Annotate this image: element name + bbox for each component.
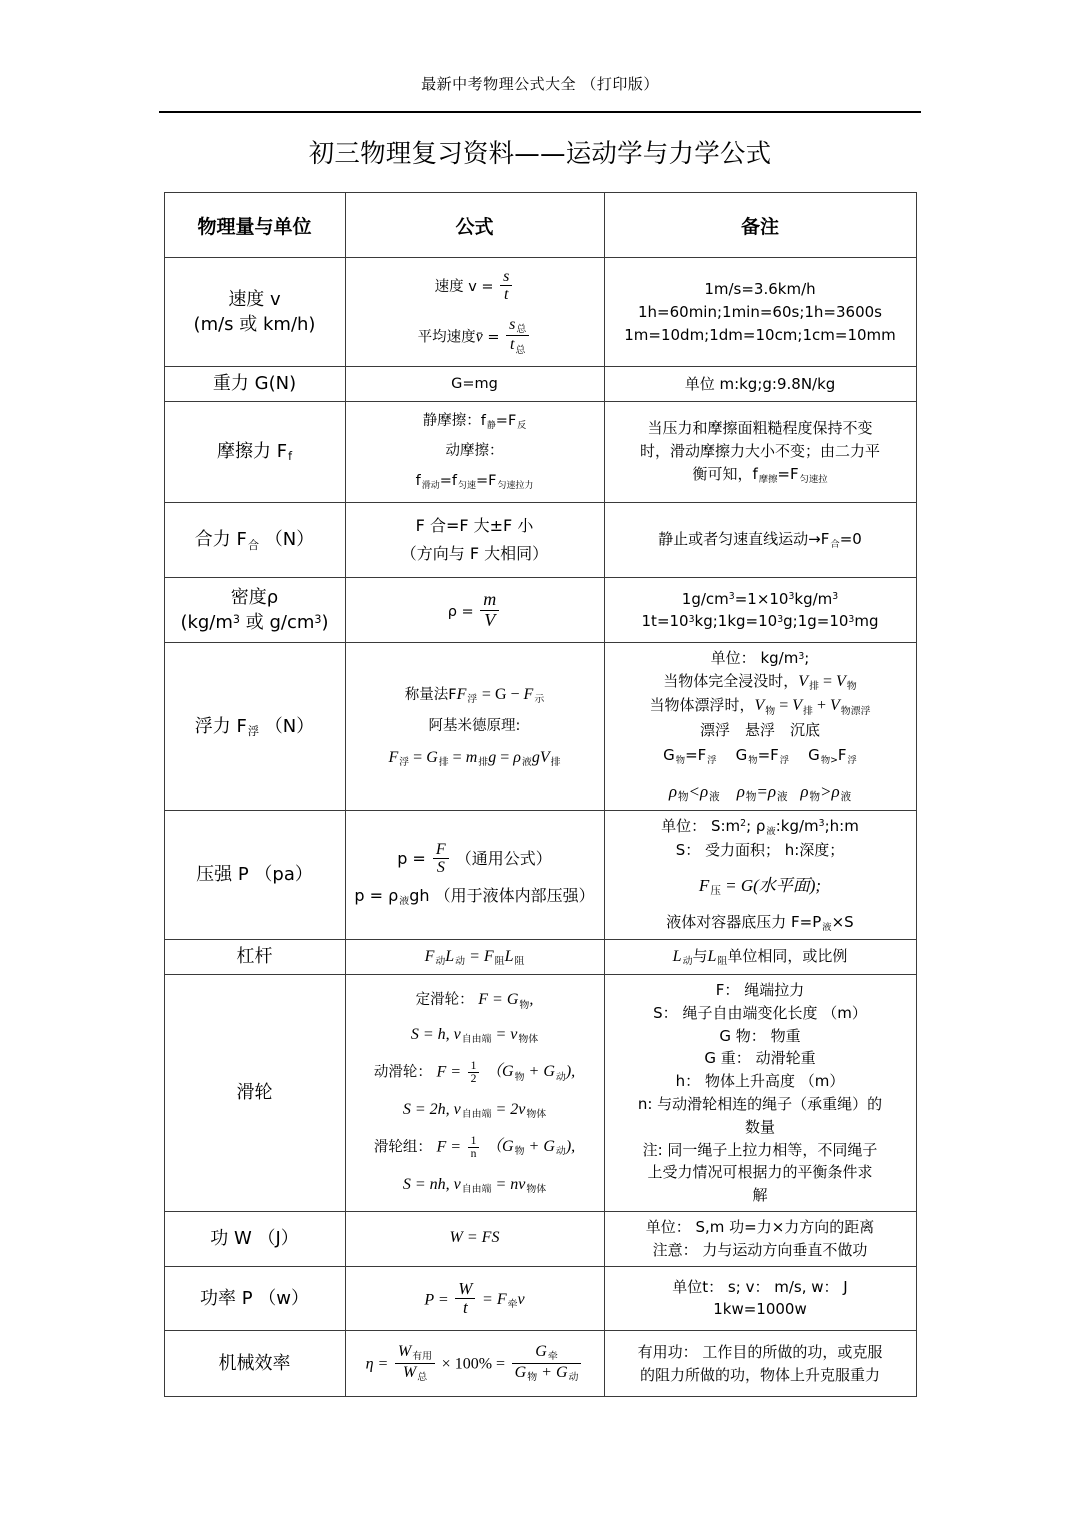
table-row-density	[164, 578, 916, 643]
note-work: 单位： S,m 功=力×力方向的距离 注意： 力与运动方向垂直不做功	[604, 1211, 916, 1266]
note-resultant-force: 静止或者匀速直线运动→F合=0	[604, 502, 916, 578]
formula-buoyancy: 称量法FF浮 = G − F示 阿基米德原理: F浮 = G排 = m排g = ρ液gV排	[345, 643, 604, 811]
term-lever: 杠杆	[164, 940, 345, 975]
column-header-note: 备注	[604, 193, 916, 258]
term-friction: 摩擦力 Ff	[164, 401, 345, 502]
note-efficiency: 有用功： 工作目的所做的功，或克服 的阻力所做的功，物体上升克服重力	[604, 1331, 916, 1397]
term-density: 密度ρ (kg/m3 或 g/cm3)	[164, 578, 345, 643]
table-row-lever	[164, 940, 916, 975]
column-header-formula: 公式	[345, 193, 604, 258]
formula-density: ρ = $\frac{m}{V}$	[345, 578, 604, 643]
term-power: 功率 P （w）	[164, 1266, 345, 1331]
term-velocity: 速度 v (m/s 或 km/h)	[164, 258, 345, 367]
table-row-pulley	[164, 974, 916, 1211]
formula-lever: F动L动 = F阻L阻	[345, 940, 604, 975]
table-row-work	[164, 1211, 916, 1266]
formula-pulley: 定滑轮： F = G物, S = h, v自由端 = v物体 动滑轮： F = $\frac{1}{2}$ （G物 + G动), S = 2h, v自由端 = 2v物体 滑轮组： F = $\frac{1}{n}$ （G物 + G动), S = nh, v自由端 = nv物体	[345, 974, 604, 1211]
formula-velocity: 速度 v = $\frac{s}{t}$ 平均速度v̄ = $\frac{\text{s总}}{\text{t总}}$	[345, 258, 604, 367]
note-friction: 当压力和摩擦面粗糙程度保持不变 时，滑动摩擦力大小不变；由二力平 衡可知，f摩擦=F匀速拉	[604, 401, 916, 502]
table-row-velocity	[164, 258, 916, 367]
note-lever: L动与L阻单位相同，或比例	[604, 940, 916, 975]
term-efficiency: 机械效率	[164, 1331, 345, 1397]
term-gravity: 重力 G(N)	[164, 367, 345, 402]
header-divider	[159, 111, 921, 113]
formula-power: P = $\frac{W}{t}$ = F牵v	[345, 1266, 604, 1331]
table-header-row	[164, 193, 916, 258]
formula-friction: 静摩擦：f静=F反 动摩擦： f滑动=f匀速=F匀速拉力	[345, 401, 604, 502]
formula-gravity: G=mg	[345, 367, 604, 402]
term-pressure: 压强 P （pa）	[164, 811, 345, 940]
formula-work: W = FS	[345, 1211, 604, 1266]
note-buoyancy: 单位： kg/m3; 当物体完全浸没时，V排 = V物 当物体漂浮时，V物 = V排 + V物漂浮 漂浮 悬浮 沉底 G物=F浮 G物=F浮 G物>F浮 ρ物<ρ液 ρ物=ρ液 ρ物>ρ液	[604, 643, 916, 811]
physics-formula-table	[164, 192, 917, 1397]
running-head: 最新中考物理公式大全 （打印版）	[421, 75, 659, 93]
column-header-quantity: 物理量与单位	[164, 193, 345, 258]
formula-pressure: p = $\frac{F}{S}$ （通用公式） p = ρ液gh （用于液体内部压强）	[345, 811, 604, 940]
note-density: 1g/cm3=1×103kg/m3 1t=103kg;1kg=103g;1g=103mg	[604, 578, 916, 643]
table-row-gravity	[164, 367, 916, 402]
formula-resultant-force: F 合=F 大±F 小 （方向与 F 大相同）	[345, 502, 604, 578]
term-resultant-force: 合力 F合 （N）	[164, 502, 345, 578]
page-title: 初三物理复习资料——运动学与力学公式	[308, 139, 772, 169]
note-pulley: F： 绳端拉力 S： 绳子自由端变化长度 （m） G 物： 物重 G 重： 动滑轮重 h： 物体上升高度 （m） n: 与动滑轮相连的绳子（承重绳）的 数量 注: 同一绳子上拉力相等，不同绳子 上受力情况可根据力的平衡条件求 解	[604, 974, 916, 1211]
table-row-friction	[164, 401, 916, 502]
term-buoyancy: 浮力 F浮 （N）	[164, 643, 345, 811]
table-row-buoyancy	[164, 643, 916, 811]
term-work: 功 W （J）	[164, 1211, 345, 1266]
note-velocity: 1m/s=3.6km/h 1h=60min;1min=60s;1h=3600s 1m=10dm;1dm=10cm;1cm=10mm	[604, 258, 916, 367]
table-row-resultant-force	[164, 502, 916, 578]
formula-efficiency: η = $\frac{\text{W有用}}{\text{W总}}$ × 100% = $\frac{\text{G牵}}{\text{G物 + G动}}$	[345, 1331, 604, 1397]
note-pressure: 单位： S:m2; ρ液:kg/m3;h:m S： 受力面积； h:深度； F压 = G(水平面); 液体对容器底压力 F=P液×S	[604, 811, 916, 940]
note-power: 单位t： s; v： m/s, w： J 1kw=1000w	[604, 1266, 916, 1331]
table-row-pressure	[164, 811, 916, 940]
table-row-efficiency	[164, 1331, 916, 1397]
note-gravity: 单位 m:kg;g:9.8N/kg	[604, 367, 916, 402]
term-pulley: 滑轮	[164, 974, 345, 1211]
table-row-power	[164, 1266, 916, 1331]
